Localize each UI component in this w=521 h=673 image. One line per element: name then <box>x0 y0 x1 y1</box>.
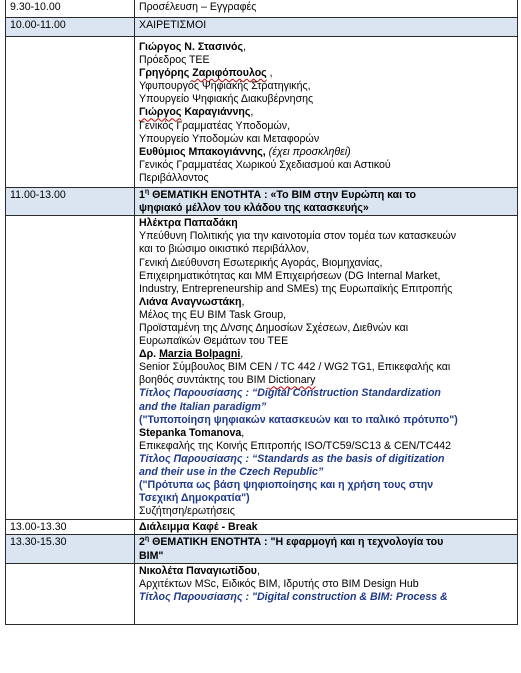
speaker-name: Ηλέκτρα Παπαδάκη <box>139 217 238 230</box>
speaker-name: Γρηγόρης Ζαριφόπουλος <box>139 67 267 80</box>
speaker-role: Senior Σύμβουλος BIM CEN / TC 442 / WG2 TG1, Επικεφαλής και <box>139 361 451 374</box>
agenda-row <box>6 18 518 37</box>
speaker-role: και το βιώσιμο οικιστικό περιβάλλον, <box>139 243 310 256</box>
speaker-role: Πρόεδρος ΤΕΕ <box>139 54 210 67</box>
session-body-row <box>6 563 518 624</box>
talk-title: and the Italian paradigm” <box>139 400 267 413</box>
speaker-name: Ευθύμιος Μπακογιάννης, <box>139 145 266 158</box>
speaker-org: Υπουργείο Υποδομών και Μεταφορών <box>139 132 320 145</box>
speaker-role: Υφυπουργός Ψηφιακής Στρατηγικής, <box>139 80 311 93</box>
speaker-org: Industry, Entrepreneurship and SMEs) της Ευρωπαϊκής Επιτροπής <box>139 282 453 295</box>
speaker-role: Περιβάλλοντος <box>139 171 209 184</box>
talk-title: Τίτλος Παρουσίασης : “Standards as the basis of digitization <box>139 452 445 465</box>
session-body: Ηλέκτρα Παπαδάκη Υπεύθυνη Πολιτικής για την καινοτομία στον τομέα των κατασκευών και το βιώσιμο οικιστικό περιβάλλον, Γενική Διεύθυνση Εσωτερικής Αγοράς, Βιομηχανίας, Επιχειρηματικότητας και ΜΜ Επιχειρήσεων (DG Internal Market, Industry, Entrepreneurship and SMEs) της Ευρωπαϊκής Επιτροπής Λιάνα Αναγνωστάκη, Μέλος της EU BIM Task Group, Προϊσταμένη της Δ/νσης Δημοσίων Σχέσεων, Διεθνών και Ευρωπαϊκών Θεμάτων του ΤΕΕ Δρ. Marzia Bolpagni, Senior Σύμβουλος BIM CEN / TC 442 / WG2 TG1, Επικεφαλής και βοηθός συντάκτης του BIM Dictionary Τίτλος Παρουσίασης : “Digital Construction Standardization and the Italian paradigm” ("Τυποποίηση ψηφιακών κατασκευών και το ιταλικό πρότυπο") Stepanka Tomanova, Επικεφαλής της Κοινής Επιτροπής ISO/TC59/SC13 & CEN/TC442 Τίτλος Παρουσίασης : “Standards as the basis of digitization and their use in the Czech Republic” ("Πρότυπα ως βάση ψηφιοποίησης και η χρήση τους στην Τσεχική Δημοκρατία") Συζήτηση/ερωτήσεις <box>135 216 518 520</box>
session-title: $1^\eta$ ΘΕΜΑΤΙΚΗ ΕΝΟΤΗΤΑ : «Το BIM στην Ευρώπη και το ψηφιακό μέλλον του κλάδου της κατασκευής» <box>135 188 518 216</box>
invitation-note: (έχει προσκληθεί) <box>265 145 351 158</box>
agenda-row <box>6 0 518 18</box>
speaker-org: Υπουργείο Ψηφιακής Διακυβέρνησης <box>139 93 314 106</box>
speaker-name: Λιάνα Αναγνωστάκη <box>139 295 242 308</box>
speaker-role: Μέλος της EU BIM Task Group, <box>139 308 287 321</box>
break-row <box>6 520 518 535</box>
discussion-text: Συζήτηση/ερωτήσεις <box>139 505 235 518</box>
item-cell: Προσέλευση – Εγγραφές <box>135 0 518 18</box>
session-header-row <box>6 188 518 216</box>
speaker-name: Νικολέτα Παναγιωτίδου <box>139 564 257 577</box>
talk-title-greek: ("Πρότυπα ως βάση ψηφιοποίησης και η χρήση τους στην <box>139 479 434 492</box>
time-cell <box>6 563 135 624</box>
speaker-name: Stepanka Tomanova <box>139 426 242 439</box>
time-cell: 10.00-11.00 <box>6 18 135 37</box>
speaker-name: Δρ. Marzia Bolpagni <box>139 348 241 361</box>
speaker-org: Επιχειρηματικότητας και ΜΜ Επιχειρήσεων (DG Internal Market, <box>139 269 441 282</box>
speaker-role: Γενικός Γραμματέας Χωρικού Σχεδιασμού και Αστικού <box>139 158 391 171</box>
speaker-role: βοηθός συντάκτης του BIM Dictionary <box>139 374 316 387</box>
speaker-role: Αρχιτέκτων MSc, Ειδικός BIM, Ιδρυτής στο BIM Design Hub <box>139 577 419 590</box>
speaker-role: Επικεφαλής της Κοινής Επιτροπής ISO/TC59/SC13 & CEN/TC442 <box>139 439 452 452</box>
time-cell: 11.00-13.00 <box>6 188 135 216</box>
talk-title: Τίτλος Παρουσίασης : "Digital construction & BIM: Process & <box>139 590 448 603</box>
talk-title: and their use in the Czech Republic” <box>139 466 324 478</box>
talk-title-greek: ("Τυποποίηση ψηφιακών κατασκευών και το ιταλικό πρότυπο") <box>139 413 458 426</box>
time-cell: 13.30-15.30 <box>6 535 135 563</box>
speaker-role: Προϊσταμένη της Δ/νσης Δημοσίων Σχέσεων, Διεθνών και <box>139 321 409 334</box>
speaker-org: Γενική Διεύθυνση Εσωτερικής Αγοράς, Βιομηχανίας, <box>139 256 383 269</box>
time-cell <box>6 216 135 520</box>
session-body: Νικολέτα Παναγιωτίδου, Αρχιτέκτων MSc, Ειδικός BIM, Ιδρυτής στο BIM Design Hub Τίτλος Παρουσίασης : "Digital construction & BIM: Process & <box>135 563 518 624</box>
item-cell: ΧΑΙΡΕΤΙΣΜΟΙ <box>135 18 518 37</box>
time-cell <box>6 37 135 188</box>
session-title: $2^\eta$ ΘΕΜΑΤΙΚΗ ΕΝΟΤΗΤΑ : "Η εφαρμογή και η τεχνολογία του BIM" <box>135 535 518 563</box>
agenda-table <box>5 0 518 625</box>
time-cell: 13.00-13.30 <box>6 520 135 535</box>
speaker-name: Γιώργος Ν. Στασινός <box>139 41 244 53</box>
talk-title-greek: Τσεχική Δημοκρατία") <box>139 492 250 505</box>
break-text: Διάλειμμα Καφέ - Break <box>135 520 518 535</box>
session-body-row <box>6 216 518 520</box>
greetings-row <box>6 37 518 188</box>
speaker-name: Γιώργος Καραγιάννης <box>139 106 251 119</box>
greetings-cell: Γιώργος Ν. Στασινός, Πρόεδρος ΤΕΕ Γρηγόρης Ζαριφόπουλος , Υφυπουργός Ψηφιακής Στρατηγικής, Υπουργείο Ψηφιακής Διακυβέρνησης Γιώργος Καραγιάννης, Γενικός Γραμματέας Υποδομών, Υπουργείο Υποδομών και Μεταφορών Ευθύμιος Μπακογιάννης, (έχει προσκληθεί) Γενικός Γραμματέας Χωρικού Σχεδιασμού και Αστικού Περιβάλλοντος <box>135 37 518 188</box>
session-header-row <box>6 535 518 563</box>
speaker-role: Ευρωπαϊκών Θεμάτων του ΤΕΕ <box>139 335 289 348</box>
speaker-role: Γενικός Γραμματέας Υποδομών, <box>139 119 291 132</box>
talk-title: Τίτλος Παρουσίασης : “Digital Construction Standardization <box>139 387 441 400</box>
speaker-role: Υπεύθυνη Πολιτικής για την καινοτομία στον τομέα των κατασκευών <box>139 230 457 243</box>
time-cell: 9.30-10.00 <box>6 0 135 18</box>
